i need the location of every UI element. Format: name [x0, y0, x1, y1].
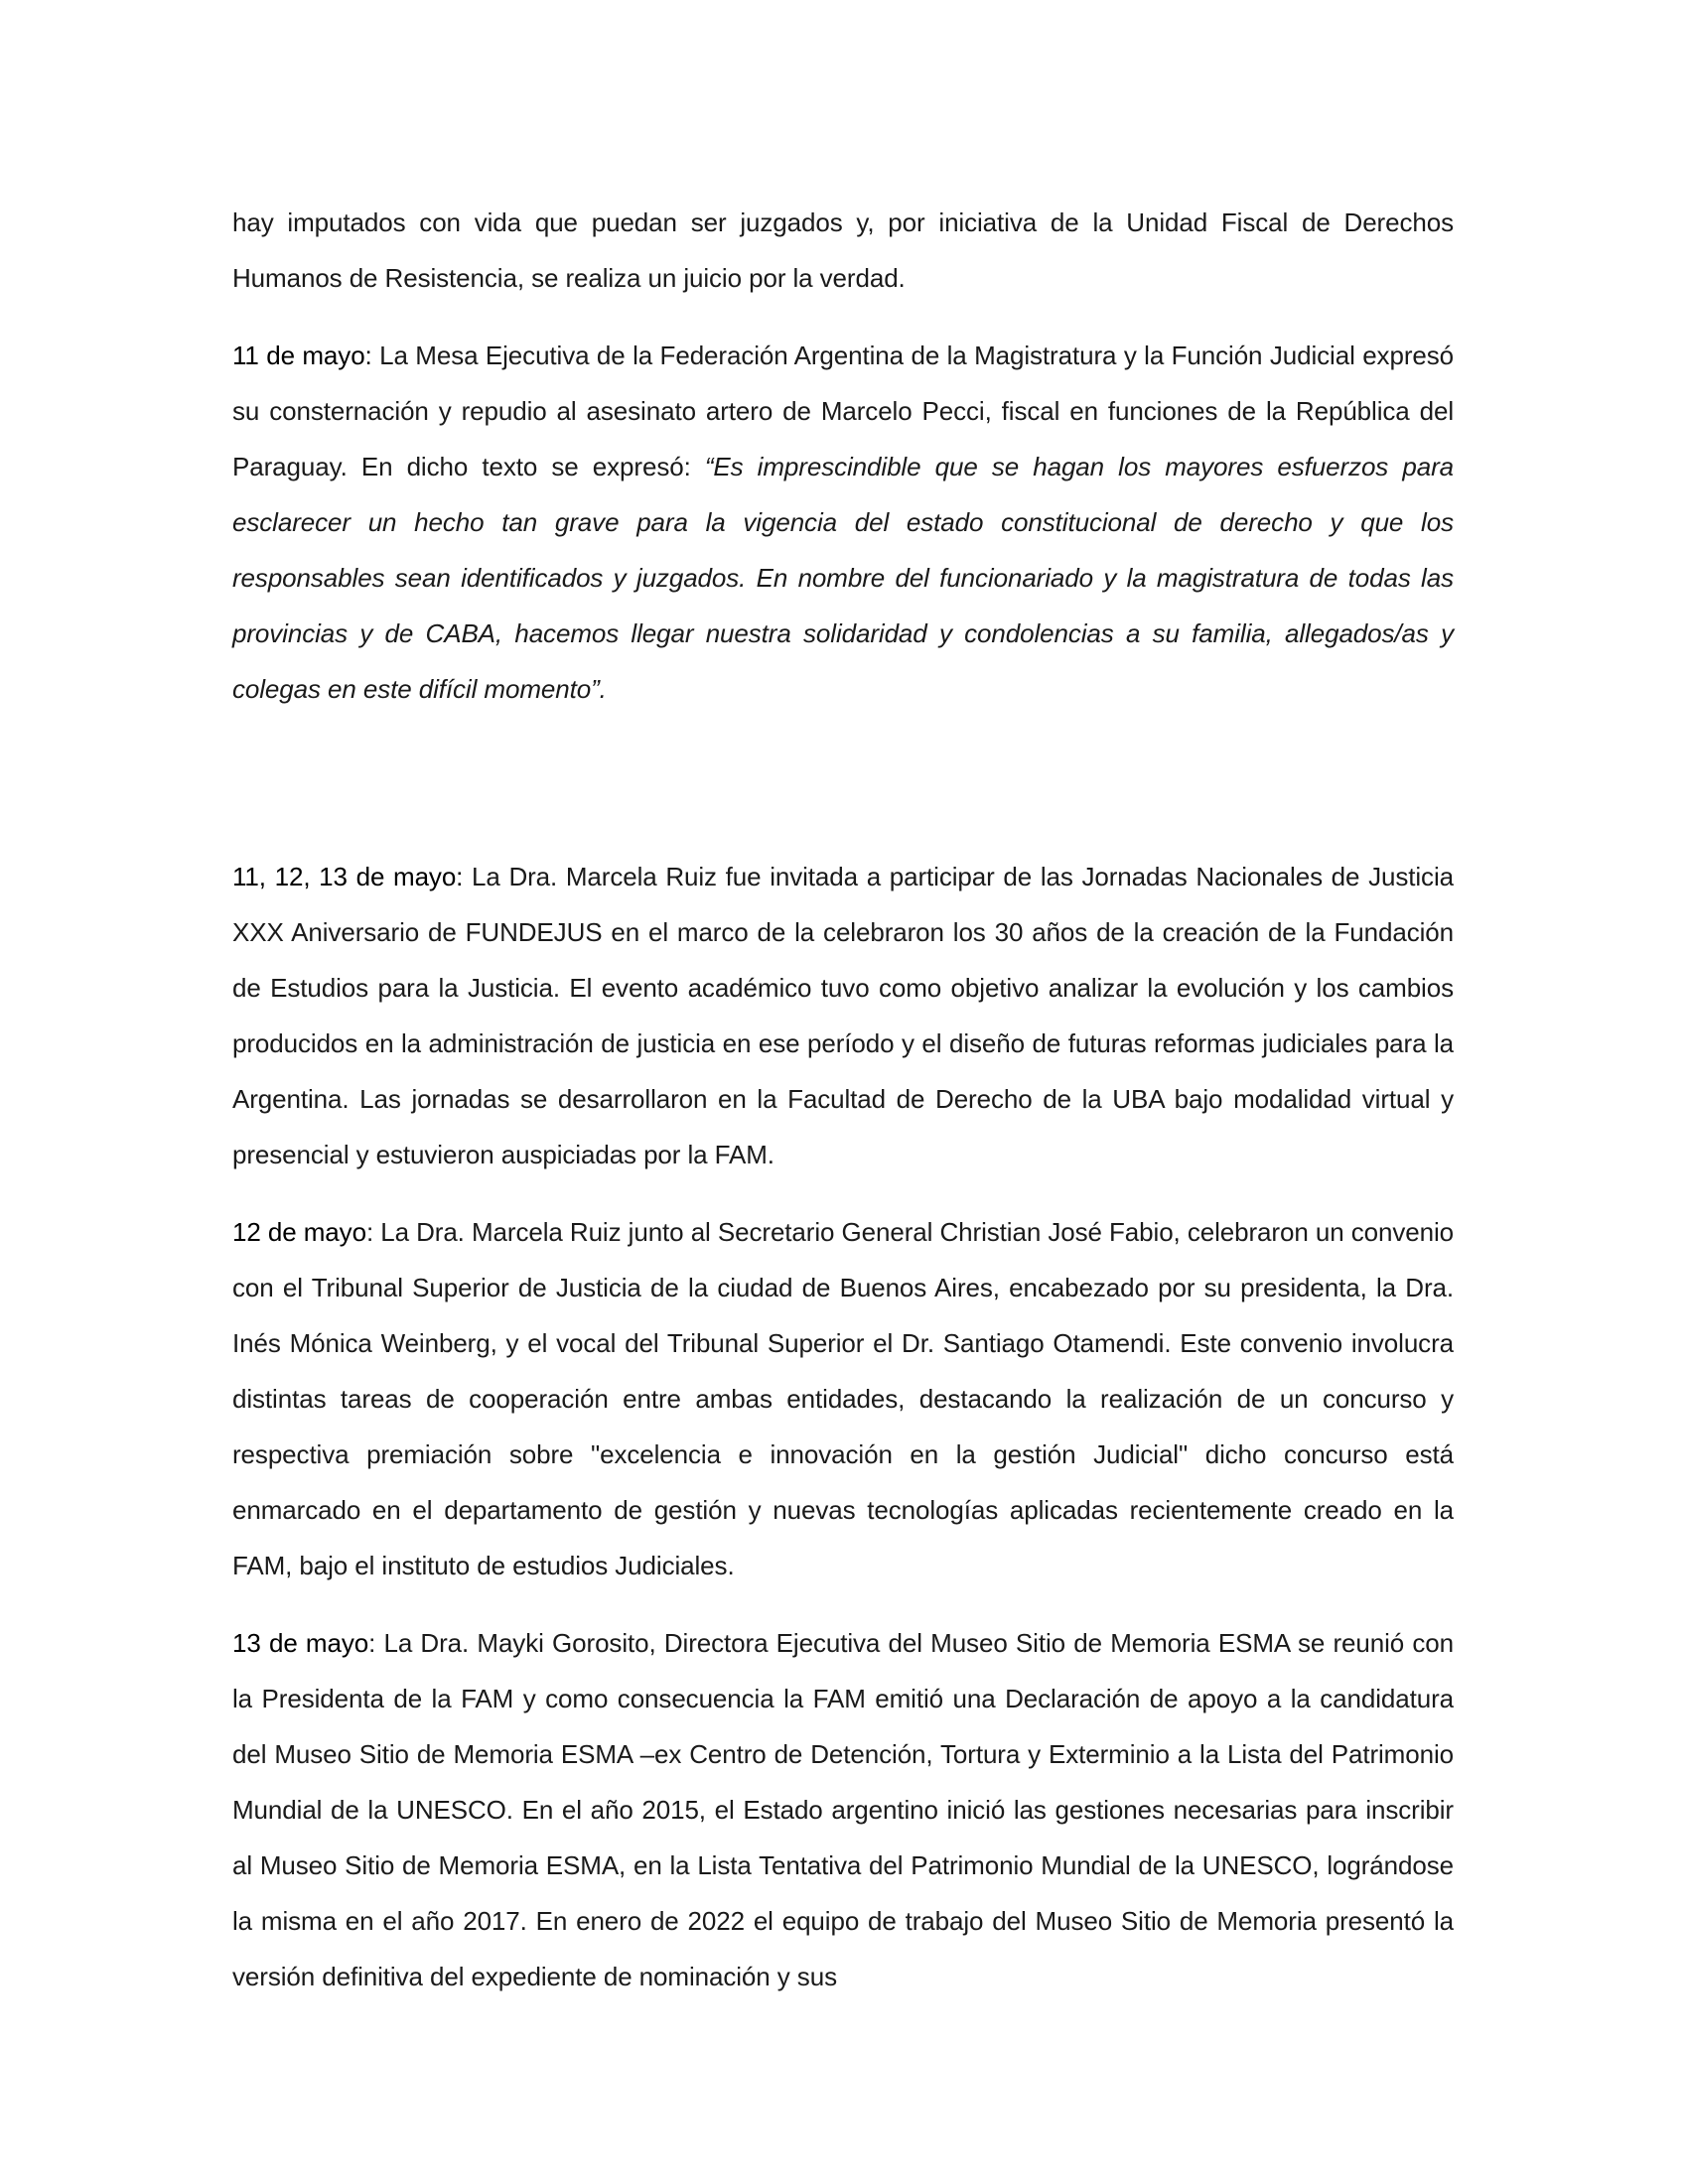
entry-quote: “Es imprescindible que se hagan los mayores esfuerzos para esclarecer un hecho tan grave para la vigencia del estado constitucional de derecho y que los responsables sean identificados y juzgados. En nombre del funcionariado y la magistratura de todas las provincias y de CABA, hacemos llegar nuestra solidaridad y condolencias a su familia, allegados/as y colegas en este difícil momento”. — [232, 452, 1454, 704]
entry-12-mayo — [232, 1204, 1454, 1593]
document-page — [232, 195, 1454, 2004]
paragraph-continuation — [232, 195, 1454, 306]
entry-text: : La Dra. Mayki Gorosito, Directora Ejecutiva del Museo Sitio de Memoria ESMA se reunió con la Presidenta de la FAM y como consecuencia la FAM emitió una Declaración de apoyo a la candidatura del Museo Sitio de Memoria ESMA –ex Centro de Detención, Tortura y Exterminio a la Lista del Patrimonio Mundial de la UNESCO. En el año 2015, el Estado argentino inició las gestiones necesarias para inscribir al Museo Sitio de Memoria ESMA, en la Lista Tentativa del Patrimonio Mundial de la UNESCO, lográndose la misma en el año 2017. En enero de 2022 el equipo de trabajo del Museo Sitio de Memoria presentó la versión definitiva del expediente de nominación y sus — [232, 1628, 1454, 1991]
entry-date: 12 de mayo — [232, 1217, 366, 1247]
entry-date: 11 de mayo: — [232, 341, 372, 370]
paragraph-text: hay imputados con vida que puedan ser juzgados y, por iniciativa de la Unidad Fiscal de Derechos Humanos de Resistencia, se realiza un juicio por la verdad. — [232, 207, 1454, 293]
entry-11-12-13-mayo — [232, 849, 1454, 1182]
entry-date: 13 de mayo — [232, 1628, 369, 1658]
entry-text: La Dra. Marcela Ruiz fue invitada a participar de las Jornadas Nacionales de Justicia XXX Aniversario de FUNDEJUS en el marco de la celebraron los 30 años de la creación de la Fundación de Estudios para la Justicia. El evento académico tuvo como objetivo analizar la evolución y los cambios producidos en la administración de justicia en ese período y el diseño de futuras reformas judiciales para la Argentina. Las jornadas se desarrollaron en la Facultad de Derecho de la UBA bajo modalidad virtual y presencial y estuvieron auspiciadas por la FAM. — [232, 862, 1454, 1169]
entry-text: La Mesa Ejecutiva de la Federación Argentina de la Magistratura y la Función Judicial expresó su consternación y repudio al asesinato artero de Marcelo Pecci, fiscal en funciones de la República del Paraguay. En dicho texto se expresó: — [232, 341, 1454, 481]
entry-11-mayo — [232, 328, 1454, 717]
entry-date: 11, 12, 13 de mayo: — [232, 862, 464, 891]
entry-13-mayo — [232, 1615, 1454, 2004]
entry-text: : La Dra. Marcela Ruiz junto al Secretario General Christian José Fabio, celebraron un convenio con el Tribunal Superior de Justicia de la ciudad de Buenos Aires, encabezado por su presidenta, la Dra. Inés Mónica Weinberg, y el vocal del Tribunal Superior el Dr. Santiago Otamendi. Este convenio involucra distintas tareas de cooperación entre ambas entidades, destacando la realización de un concurso y respectiva premiación sobre "excelencia e innovación en la gestión Judicial" dicho concurso está enmarcado en el departamento de gestión y nuevas tecnologías aplicadas recientemente creado en la FAM, bajo el instituto de estudios Judiciales. — [232, 1217, 1454, 1580]
